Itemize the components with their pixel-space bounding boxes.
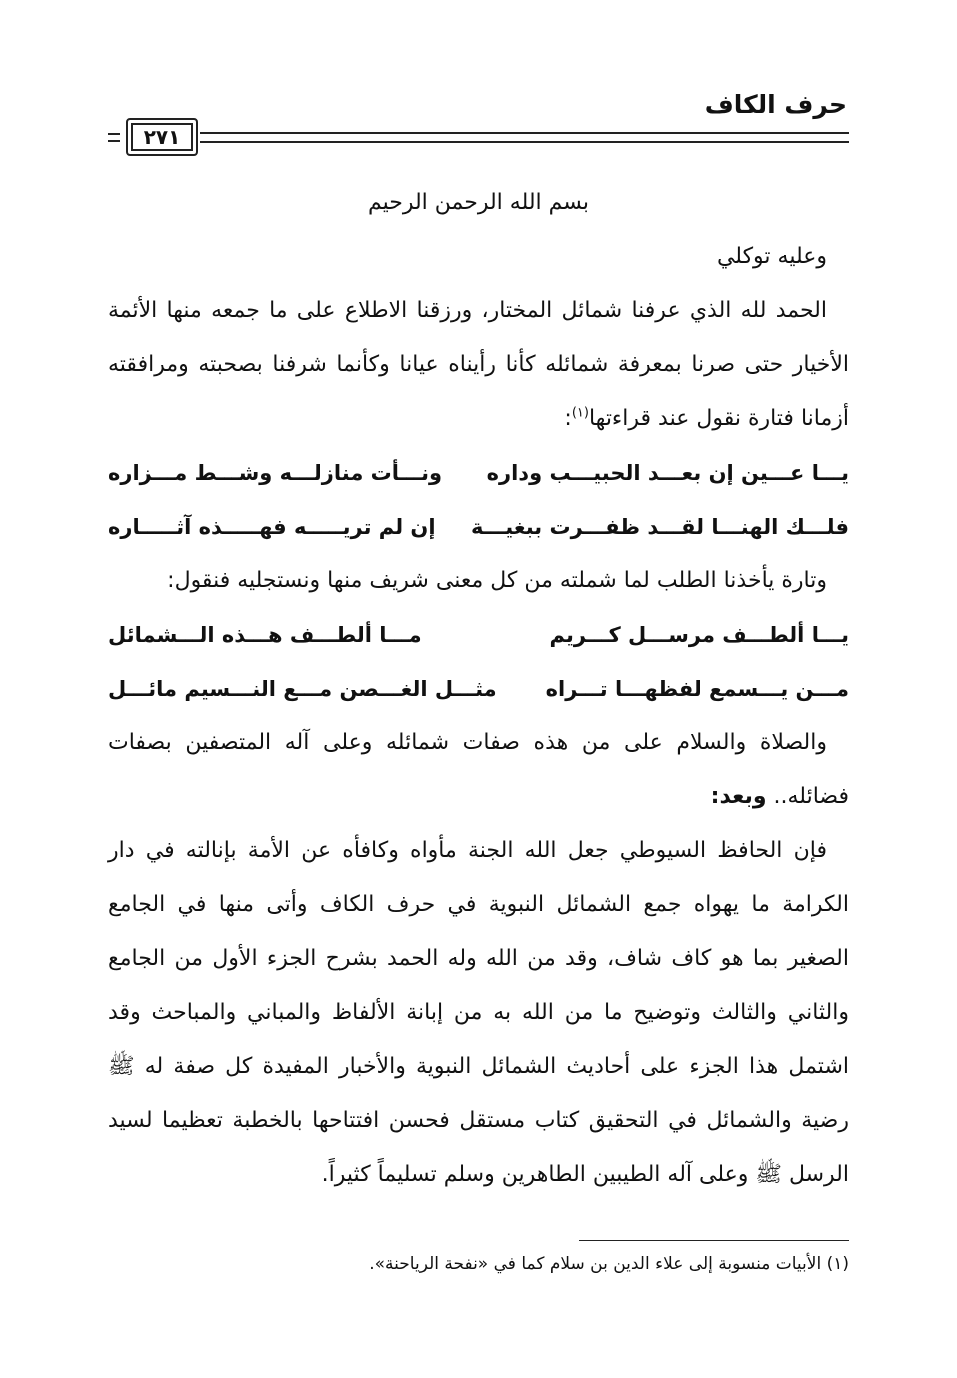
- chapter-title: حرف الكاف: [704, 90, 847, 119]
- paragraph-3: [108, 716, 849, 824]
- verse-hemistich: مـــن يـــسمع لفظهـــا تـــراه: [545, 677, 849, 701]
- footnote-rule: [579, 1240, 849, 1241]
- verse-hemistich: يـــا ألطـــف مرســـل كـــريم: [549, 623, 849, 647]
- header-rule-end: [108, 133, 120, 142]
- paragraph-4: فإن الحافظ السيوطي جعل الله الجنة مأواه وكافأه عن الأمة بإنالته في دار الكرامة ما يهواه جمع الشمائل النبوية في حرف الكاف وأتى منها في الجامع الصغير بما هو كاف شاف، وقد من الله وله الحمد بشرح الجزء الأول من الجامع والثاني والثالث وتوضيح ما من الله به من إبانة الألفاظ والمباني والمباحث وقد اشتمل هذا الجزء على أحاديث الشمائل النبوية والأخبار المفيدة كل صفة له ﷺ رضية والشمائل في التحقيق كتاب مستقل فحسن افتتاحها بالخطبة تعظيما لسيد الرسل ﷺ وعلى آله الطيبين الطاهرين وسلم تسليماً كثيراً.: [108, 838, 849, 1187]
- main-text: [108, 230, 849, 1202]
- verse-row: [108, 446, 849, 500]
- header-rule: [200, 132, 849, 143]
- basmala: بسم الله الرحمن الرحيم: [367, 190, 590, 215]
- opening-line: وعليه توكلي: [716, 244, 827, 269]
- paragraph-2: وتارة يأخذنا الطلب لما شملته من كل معنى شريف منها ونستجليه فنقول:: [167, 568, 827, 593]
- verse-row: [108, 662, 849, 716]
- verse-row: [108, 608, 849, 662]
- paragraph-1-text: الحمد لله الذي عرفنا شمائل المختار، ورزقنا الاطلاع على ما جمعه منها الأئمة الأخيار حتى صرنا بمعرفة شمائله كأنا رأيناه عيانا وكأنما شرفنا بصحبته ومرافقته أزمانا فتارة نقول عند قراءتها: [108, 298, 849, 431]
- footnote-mark: (١): [571, 405, 589, 421]
- page-number: [126, 118, 198, 156]
- verse-hemistich: فلـــك الهنـــا لقـــد ظفـــرت ببغيـــة: [471, 515, 849, 539]
- wa-bad-label: وبعد:: [710, 784, 767, 809]
- verse-hemistich: يـــا عـــين إن بعـــد الحبيـــب وداره: [486, 461, 849, 485]
- paragraph-1-end: :: [564, 406, 572, 431]
- paragraph-3-text: والصلاة والسلام على من هذه صفات شمائله وعلى آله المتصفين بصفات فضائله..: [108, 730, 849, 809]
- verse-hemistich: إن لم تريـــــه فهـــــذه آثـــــاره: [108, 515, 436, 539]
- verse-hemistich: مثـــل الغـــصن مـــع النـــسيم مائـــل: [108, 677, 497, 701]
- paragraph-1: [108, 284, 849, 446]
- verse-hemistich: مـــا ألطـــف هـــذه الـــشمائل: [108, 623, 422, 647]
- verse-row: [108, 500, 849, 554]
- footnote: (١) الأبيات منسوبة إلى علاء الدين بن سلام كما في «نفحة الرياحنة».: [369, 1254, 849, 1274]
- page-number-text: ٢٧١: [143, 125, 181, 149]
- verse-hemistich: ونـــأت منازلـــه وشـــط مـــزاره: [108, 461, 443, 485]
